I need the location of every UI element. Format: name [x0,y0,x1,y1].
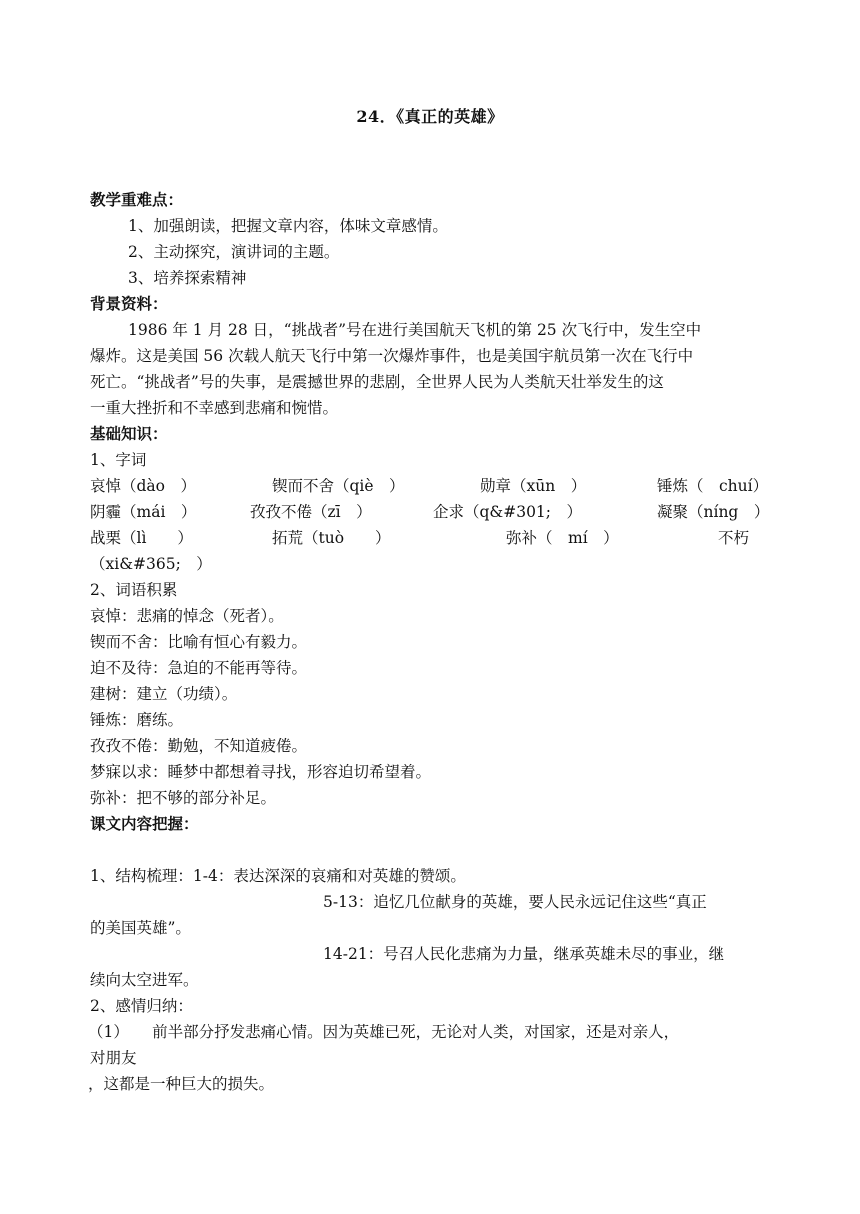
emotion-line: 对朋友 [90,1049,137,1067]
vocab-item: 阴霾（mái ） [90,503,197,521]
vocab-item: 战栗（lì ） [90,529,193,547]
vocab-item: 不朽 [718,529,750,547]
vocab-item: 锤炼（ chuí） [657,477,769,495]
glossary-item: 弥补：把不够的部分补足。 [90,789,277,807]
vocab-item: 锲而不舍（qiè ） [272,477,405,495]
structure-line: 续向太空进军。 [90,971,199,989]
background-line: 死亡。“挑战者”号的失事，是震撼世界的悲剧，全世界人民为人类航天壮举发生的这 [90,373,664,391]
structure-line: 5-13：追忆几位献身的英雄，要人民永远记住这些“真正 [323,893,707,911]
glossary-item: 孜孜不倦：勤勉，不知道疲倦。 [90,737,308,755]
emotion-line: ，这都是一种巨大的损失。 [88,1075,275,1093]
glossary-subheading: 2、词语积累 [90,581,178,599]
structure-line: 14-21：号召人民化悲痛为力量，继承英雄未尽的事业，继 [323,945,725,963]
content-heading: 课文内容把握： [90,814,199,833]
words-subheading: 1、字词 [90,451,147,469]
vocab-item: 哀悼（dào ） [90,477,196,495]
vocab-item: 弥补（ mí ） [506,529,619,547]
page-title: 24．《真正的英雄》 [356,107,504,126]
basics-heading: 基础知识： [90,424,168,443]
emotion-line: （1） 前半部分抒发悲痛心情。因为英雄已死，无论对人类，对国家，还是对亲人， [88,1023,680,1041]
key-point-item: 1、加强朗读，把握文章内容，体味文章感情。 [128,217,448,235]
key-points-heading: 教学重难点： [90,190,184,209]
background-heading: 背景资料： [90,294,168,313]
glossary-item: 锲而不舍：比喻有恒心有毅力。 [90,633,308,651]
vocab-item: 凝聚（níng ） [657,503,770,521]
glossary-item: 建树：建立（功绩）。 [90,685,238,703]
vocab-item: 拓荒（tuò ） [272,529,391,547]
structure-line: 1、结构梳理：1-4：表达深深的哀痛和对英雄的赞颂。 [90,867,466,885]
glossary-item: 哀悼：悲痛的悼念（死者）。 [90,607,284,625]
vocab-item: 企求（q&#301; ） [433,503,583,521]
emotion-heading: 2、感情归纳： [90,997,193,1015]
vocab-item: 孜孜不倦（zī ） [250,503,372,521]
background-line: 一重大挫折和不幸感到悲痛和惋惜。 [90,399,339,417]
vocab-item: 勋章（xūn ） [480,477,587,495]
key-point-item: 2、主动探究，演讲词的主题。 [128,243,340,261]
structure-line: 的美国英雄”。 [90,919,191,937]
glossary-item: 迫不及待：急迫的不能再等待。 [90,659,308,677]
vocab-item: （xi&#365; ） [90,555,212,573]
key-point-item: 3、培养探索精神 [128,269,247,287]
background-line: 1986 年 1 月 28 日，“挑战者”号在进行美国航天飞机的第 25 次飞行中，发生空中 [128,321,702,339]
background-line: 爆炸。这是美国 56 次载人航天飞行中第一次爆炸事件，也是美国宇航员第一次在飞行中 [90,347,694,365]
glossary-item: 梦寐以求：睡梦中都想着寻找，形容迫切希望着。 [90,763,432,781]
glossary-item: 锤炼：磨练。 [90,711,184,729]
